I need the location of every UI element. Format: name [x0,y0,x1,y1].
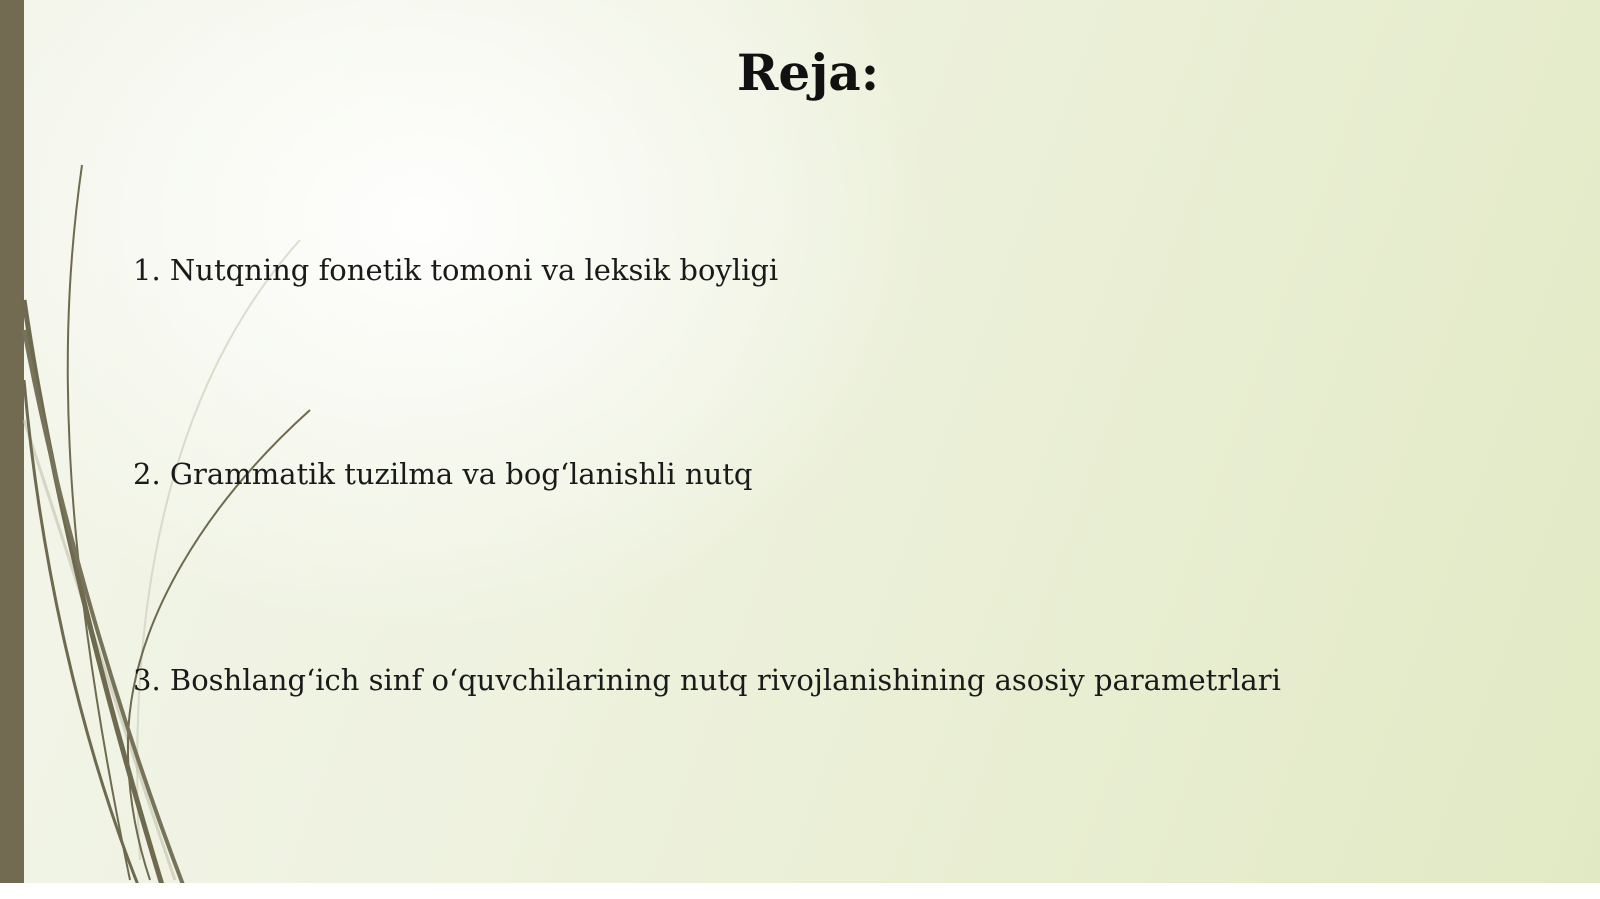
blade-thick-1 [24,300,162,885]
blade-light-1 [137,240,300,860]
plan-item-3: 3. Boshlang‘ich sinf o‘quvchilarining nutq rivojlanishining asosiy parametrlari [133,663,1281,697]
blade-thick-2 [24,330,185,890]
slide-title: Reja: [736,43,880,102]
plan-item-1: 1. Nutqning fonetik tomoni va leksik boyligi [133,253,779,287]
plan-item-2: 2. Grammatik tuzilma va bog‘lanishli nutq [133,457,753,491]
blade-thick-3 [24,380,140,890]
bottom-strip [0,883,1600,899]
